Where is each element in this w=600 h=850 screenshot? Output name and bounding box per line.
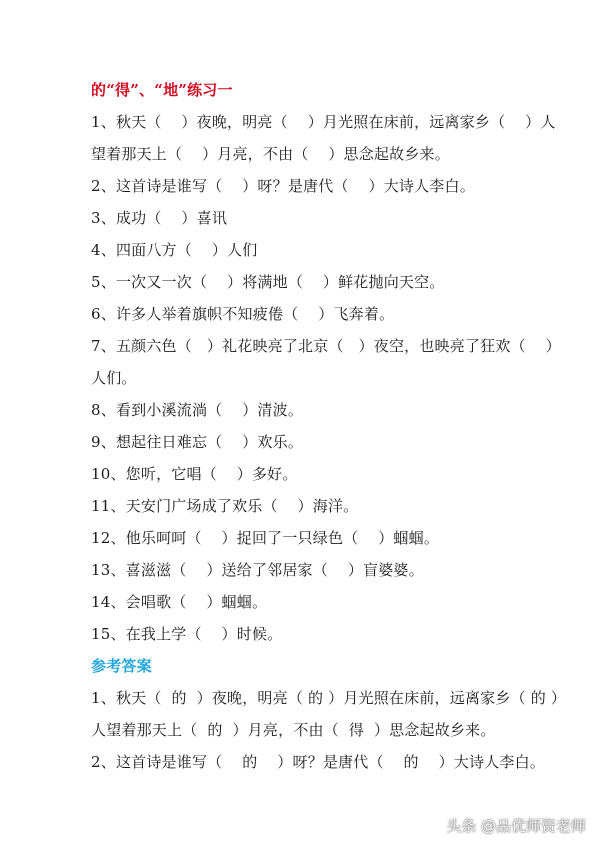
exercise-line: 5、一次又一次（ ）将满地（ ）鲜花抛向天空。 [91, 273, 445, 291]
answer-line: 人望着那天上（ 的 ）月亮，不由（ 得 ）思念起故乡来。 [91, 721, 496, 739]
exercise-line: 人们。 [91, 369, 137, 387]
exercise-line: 11、天安门广场成了欢乐（ ）海洋。 [91, 497, 359, 515]
exercise-line: 3、成功（ ）喜讯 [91, 209, 228, 227]
worksheet-title: 的“得”、“地”练习一 [91, 81, 233, 99]
watermark: 头条 @品优师资老师 [446, 817, 586, 835]
exercise-line: 12、他乐呵呵（ ）捉回了一只绿色（ ）蝈蝈。 [91, 529, 440, 547]
exercise-line: 6、许多人举着旗帜不知疲倦（ ）飞奔着。 [91, 305, 395, 323]
exercise-line: 望着那天上（ ）月亮，不由（ ）思念起故乡来。 [91, 145, 450, 163]
exercise-line: 8、看到小溪流淌（ ）清波。 [91, 401, 304, 419]
exercise-line: 4、四面八方（ ）人们 [91, 241, 258, 259]
exercise-line: 1、秋天（ ）夜晚，明亮（ ）月光照在床前，远离家乡（ ）人 [91, 113, 556, 131]
answer-line: 1、秋天（ 的 ）夜晚，明亮（ 的 ）月光照在床前，远离家乡（ 的 ） [91, 689, 567, 707]
answer-line: 2、这首诗是谁写（ 的 ）呀？是唐代（ 的 ）大诗人李白。 [91, 753, 546, 771]
exercise-line: 13、喜滋滋（ ）送给了邻居家（ ）盲婆婆。 [91, 561, 424, 579]
exercise-line: 14、会唱歌（ ）蝈蝈。 [91, 593, 268, 611]
exercise-line: 10、您听，它唱（ ）多好。 [91, 465, 298, 483]
exercise-line: 7、五颜六色（ ）礼花映亮了北京（ ）夜空，也映亮了狂欢（ ） [91, 337, 561, 355]
answers-title: 参考答案 [91, 657, 152, 675]
exercise-line: 15、在我上学（ ）时候。 [91, 625, 283, 643]
exercise-line: 2、这首诗是谁写（ ）呀？是唐代（ ）大诗人李白。 [91, 177, 475, 195]
exercise-line: 9、想起往日难忘（ ）欢乐。 [91, 433, 304, 451]
